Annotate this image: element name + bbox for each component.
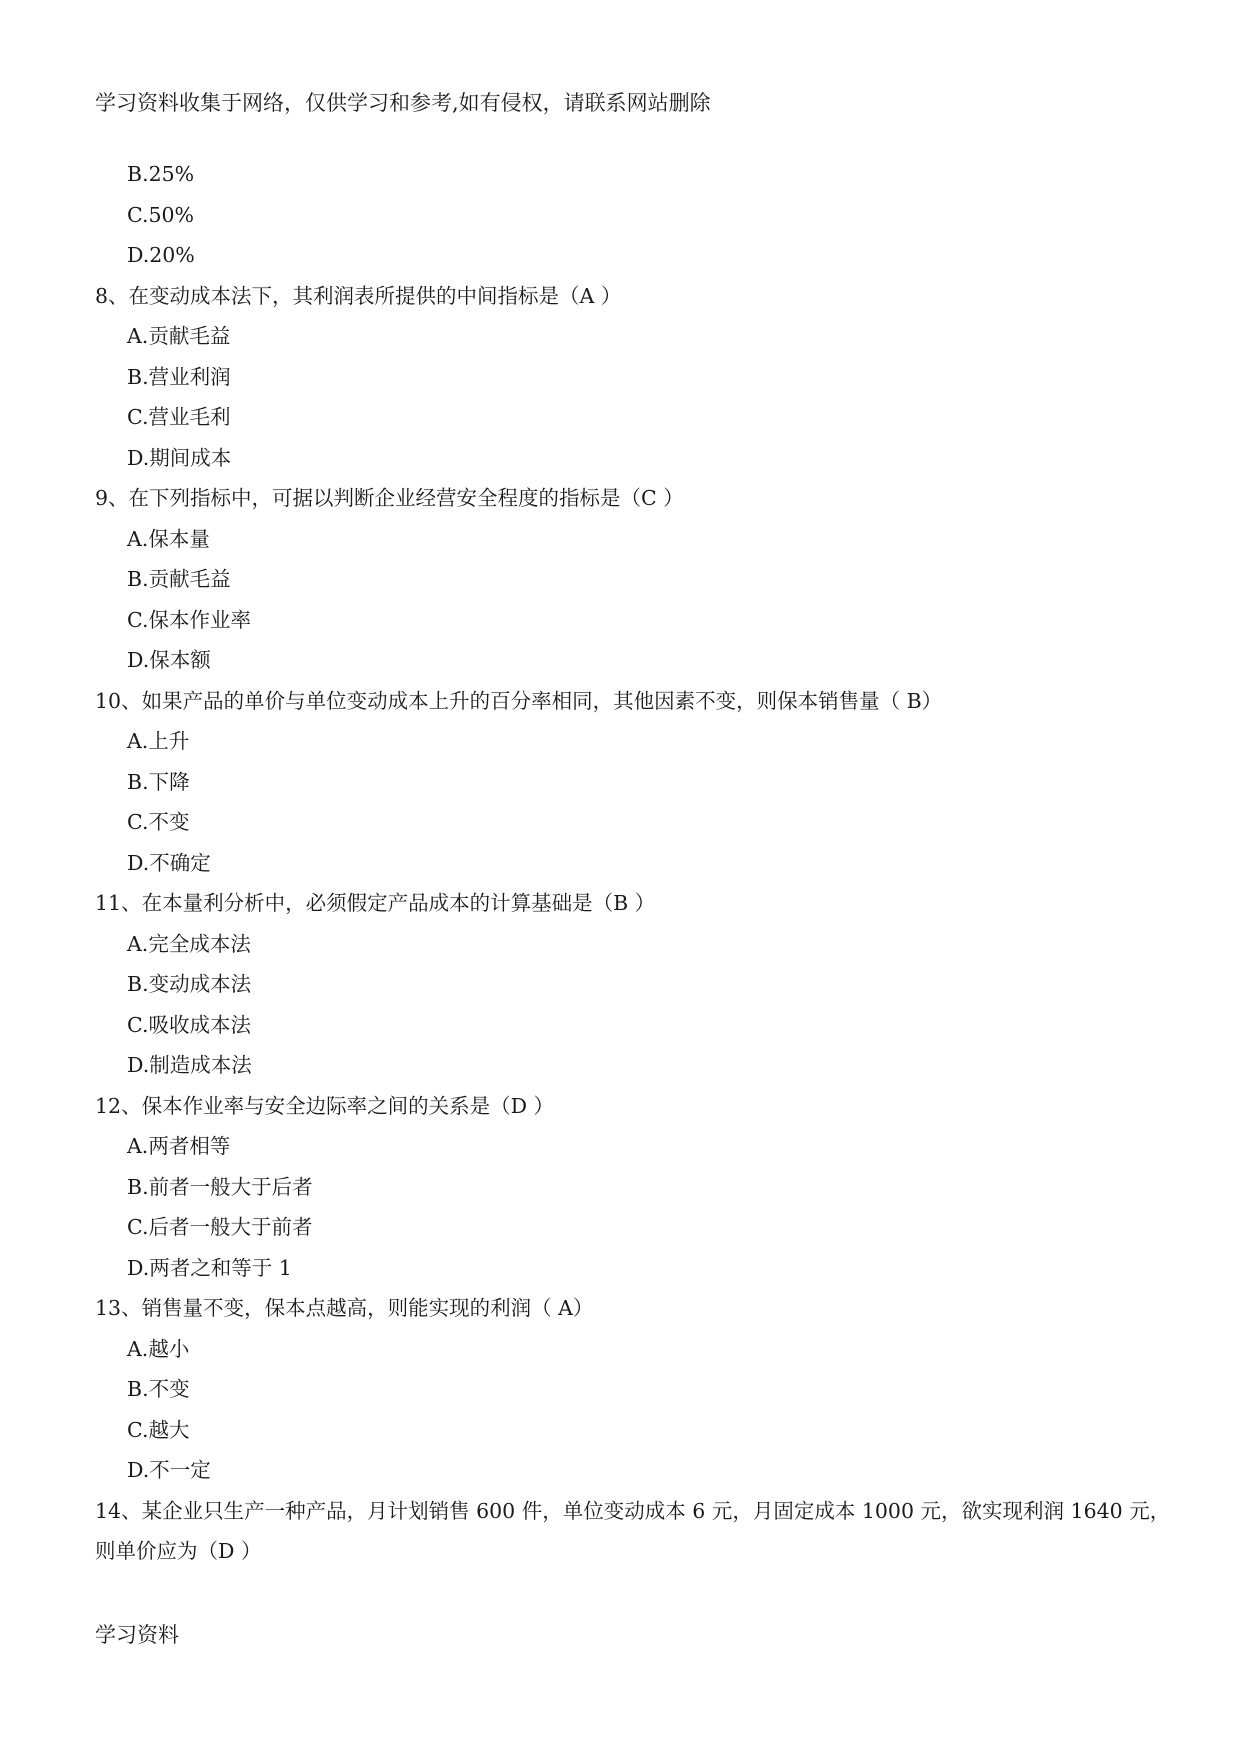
option-line: C.越大 [127, 1417, 190, 1442]
option-line: B.下降 [127, 769, 190, 794]
question-list [0, 154, 1241, 1572]
question-line: 14、某企业只生产一种产品，月计划销售 600 件，单位变动成本 6 元，月固定成本 1000 元，欲实现利润 1640 元， [95, 1498, 1171, 1523]
question-line: 9、在下列指标中，可据以判断企业经营安全程度的指标是（C ） [95, 486, 684, 510]
option-line: D.期间成本 [127, 445, 232, 470]
option-line: A.上升 [127, 729, 190, 753]
option-line: D.不一定 [127, 1458, 211, 1482]
page-header: 学习资料收集于网络，仅供学习和参考,如有侵权，请联系网站删除 [95, 91, 711, 115]
question-line: 11、在本量利分析中，必须假定产品成本的计算基础是（B ） [95, 891, 656, 915]
option-line: C.不变 [127, 810, 190, 834]
option-line: B.营业利润 [127, 364, 231, 389]
option-line: D.20% [127, 243, 195, 267]
option-line: B.贡献毛益 [127, 567, 231, 591]
option-line: D.两者之和等于 1 [127, 1255, 292, 1280]
option-line: C.营业毛利 [127, 405, 231, 429]
option-line: A.越小 [127, 1336, 190, 1361]
option-line: D.保本额 [127, 648, 211, 672]
option-line: D.制造成本法 [127, 1053, 252, 1077]
option-line: B.不变 [127, 1377, 190, 1401]
option-line: C.后者一般大于前者 [127, 1215, 313, 1239]
option-line: B.前者一般大于后者 [127, 1174, 313, 1199]
option-line: A.两者相等 [127, 1134, 231, 1158]
option-line: C.保本作业率 [127, 607, 251, 632]
page-footer: 学习资料 [95, 1623, 179, 1647]
question-line: 13、销售量不变，保本点越高，则能实现的利润（ A） [95, 1296, 594, 1320]
question-line: 12、保本作业率与安全边际率之间的关系是（D ） [95, 1093, 555, 1118]
option-line: A.完全成本法 [127, 931, 251, 956]
option-line: C.50% [127, 202, 195, 227]
option-line: A.贡献毛益 [127, 324, 231, 348]
question-continuation-line: 则单价应为（D ） [95, 1539, 262, 1563]
option-line: C.吸收成本法 [127, 1012, 251, 1037]
option-line: B.25% [127, 162, 195, 186]
option-line: A.保本量 [127, 526, 210, 551]
question-line: 10、如果产品的单价与单位变动成本上升的百分率相同，其他因素不变，则保本销售量（ B） [95, 688, 943, 713]
option-line: D.不确定 [127, 850, 211, 875]
question-line: 8、在变动成本法下，其利润表所提供的中间指标是（A ） [95, 283, 622, 308]
option-line: B.变动成本法 [127, 972, 252, 996]
